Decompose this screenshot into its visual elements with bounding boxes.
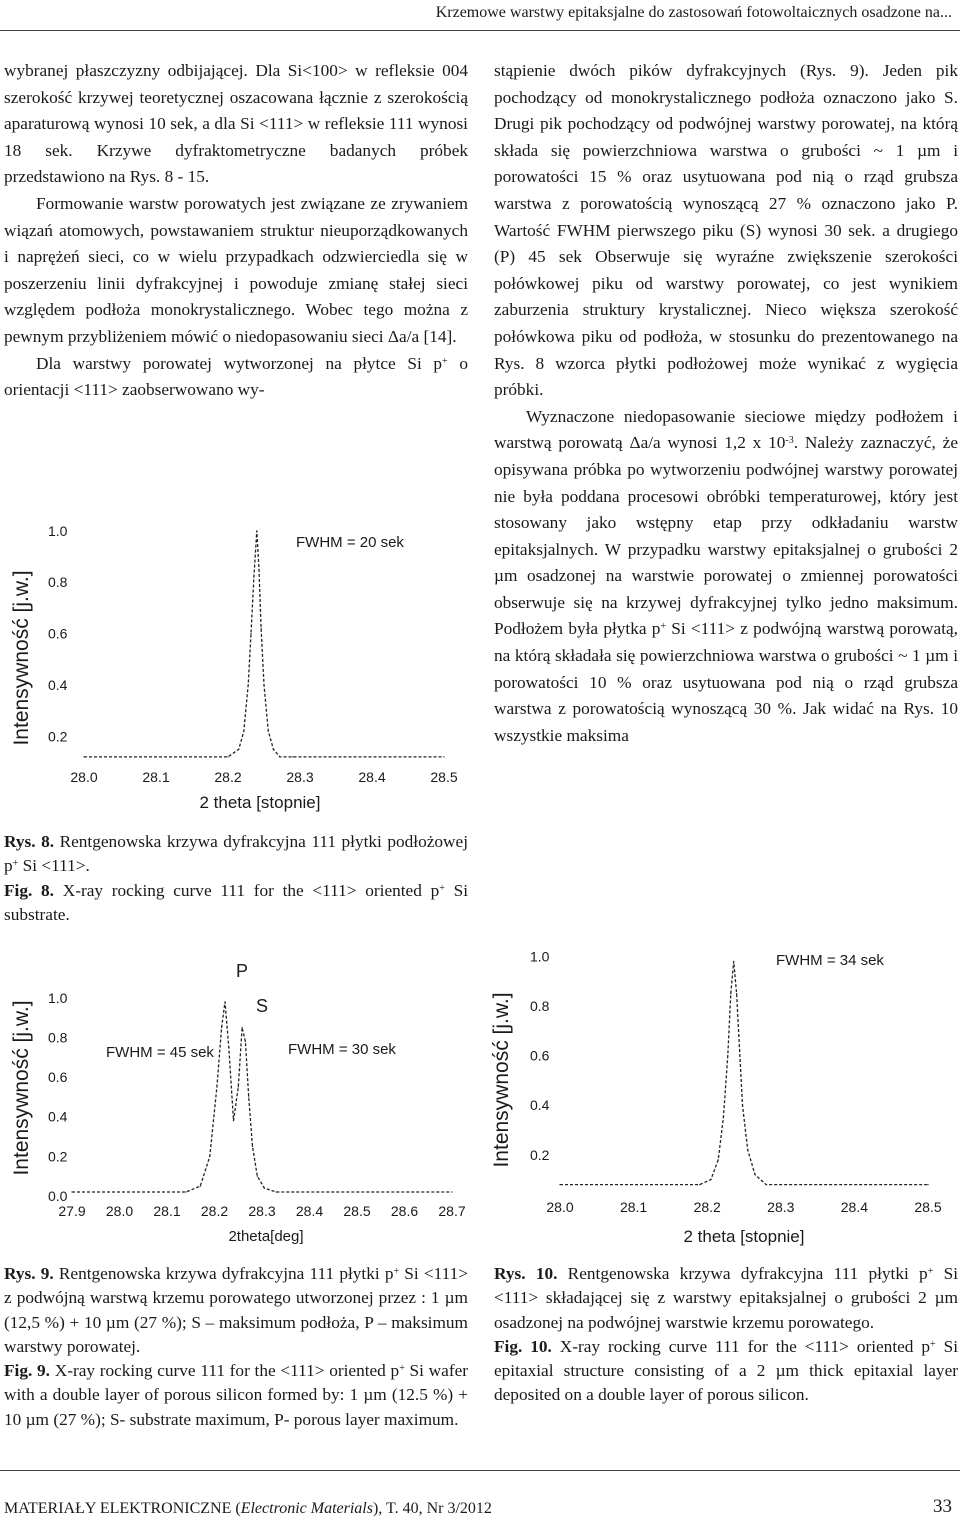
superscript: + — [442, 355, 448, 367]
caption-text: Si <111> z podwójną warstwą krzemu porowatego utworzonej przez : 1 µm (12,5 %) + 10 µm (27 %); S – maksimum podłoża, P – maksimum warstwy porowatej. — [4, 1264, 469, 1356]
caption-text: Si epitaxial structure consisting of a 2 µm thick epitaxial layer deposited on a double layer of porous silicon. — [494, 1336, 959, 1405]
y-tick-label: 0.6 — [48, 1069, 68, 1086]
data-point — [228, 1047, 229, 1048]
caption-text: Si substrate. — [4, 880, 469, 924]
x-tick-label: 28.2 — [200, 1203, 229, 1219]
x-tick-label: 28.1 — [142, 769, 170, 785]
superscript: + — [393, 1266, 400, 1277]
x-tick-label: 28.1 — [619, 1199, 648, 1215]
caption-text: X-ray rocking curve 111 for the <111> oriented p — [54, 880, 440, 900]
y-tick-label: 1.0 — [48, 989, 68, 1006]
caption-text: Si <111>. — [18, 856, 90, 876]
data-point — [730, 993, 731, 994]
data-point — [252, 1146, 253, 1147]
paragraph: stąpienie dwóch pików dyfrakcyjnych (Rys. 9). Jeden pik pochodzący od monokrystalicznego podłoża oznaczono jako S. Drugi pik pochodzący od podwójnej warstwy porowatej, na którą składa się powierzchniowa warstwa o grubości ~ 1 µm i porowatości 15 % oraz usytuowana pod nią o rząd grubsza warstwa z porowatością wynoszącą 27 % oznaczono jako P. Wartość FWHM pierwszego piku (S) wynosi 30 sek. a drugiego (P) 45 sek Obserwuje się wyraźne zwiększenie szerokości połówkowej piku od warstwy porowatej, co jest wynikiem zaburzenia struktury krystalicznej. Nieco większa szerokość połówkowa piku od podłoża, w stosunku do prezentowanego na Rys. 8 wzorca płytki podłożowej może wynikać z wygięcia próbki. — [494, 61, 958, 400]
data-point — [238, 1086, 239, 1087]
caption-label: Fig. 9. — [4, 1361, 50, 1381]
x-tick-label: 28.3 — [286, 769, 314, 785]
data-point — [559, 1184, 560, 1185]
caption-label: Rys. 9. — [4, 1264, 54, 1283]
data-point — [256, 530, 257, 531]
y-tick-label: 0.4 — [530, 1097, 550, 1114]
footer-rule — [0, 1470, 960, 1471]
peak-s-label: S — [256, 996, 269, 1016]
data-point — [451, 1191, 452, 1192]
data-point — [276, 1191, 277, 1192]
y-axis-label: Intensywność [j.w.] — [10, 570, 33, 746]
data-point — [727, 1055, 728, 1056]
text-column-right — [494, 58, 958, 749]
data-point — [733, 961, 734, 962]
data-point — [723, 1117, 724, 1118]
data-point — [292, 756, 293, 757]
page-number: 33 — [933, 1496, 952, 1517]
data-point — [83, 756, 84, 757]
caption-en — [494, 1335, 958, 1408]
journal-citation — [4, 1500, 492, 1518]
data-point — [699, 1184, 700, 1185]
caption-text: Rentgenowska krzywa dyfrakcyjna 111 płytki podłożowej p — [4, 832, 469, 876]
figure-10-chart — [480, 930, 960, 1250]
y-tick-label: 0.2 — [530, 1146, 550, 1163]
text: Dla warstwy porowatej wytworzonej na płytce Si p — [36, 353, 443, 373]
data-point — [238, 749, 239, 750]
figure-9-chart — [0, 940, 480, 1250]
data-point — [221, 1027, 222, 1028]
data-point — [253, 577, 254, 578]
x-axis-label: 2theta[deg] — [228, 1228, 304, 1245]
x-tick-label: 28.5 — [914, 1199, 942, 1215]
caption-text: X-ray rocking curve 111 for the <111> oriented p — [50, 1361, 400, 1381]
text: o orientacji <111> zaobserwowano wy- — [4, 353, 468, 400]
x-tick-label: 27.9 — [58, 1203, 86, 1219]
caption-text: Rentgenowska krzywa dyfrakcyjna 111 płytki p — [557, 1264, 928, 1283]
y-tick-label: 0.8 — [530, 998, 550, 1014]
data-point — [216, 1086, 217, 1087]
x-tick-label: 28.0 — [70, 769, 98, 785]
fwhm-annotation: FWHM = 20 sek — [296, 534, 404, 551]
data-point — [927, 1184, 928, 1185]
y-tick-label: 0.4 — [48, 676, 68, 693]
x-tick-label: 28.2 — [693, 1199, 721, 1215]
data-point — [200, 1186, 201, 1187]
caption-text: Si wafer with a double layer of porous silicon formed by: 1 µm (12.5 %) + 10 µm (27 %); S- substrate maximum, P- porous layer maximum. — [4, 1361, 468, 1429]
caption-en — [4, 879, 468, 928]
header-rule — [0, 30, 960, 31]
data-point — [185, 1191, 186, 1192]
y-tick-label: 0.2 — [48, 728, 68, 745]
y-tick-label: 0.4 — [48, 1108, 68, 1125]
superscript: + — [439, 882, 445, 894]
paragraph — [494, 404, 958, 750]
data-point — [258, 569, 259, 570]
data-point — [263, 684, 264, 685]
data-point — [754, 1174, 755, 1175]
fwhm-p-annotation: FWHM = 45 sek — [106, 1044, 214, 1061]
paragraph: Formowanie warstw porowatych jest związane ze zrywaniem wiązań atomowych, powstawaniem struktur nieuporządkowanych i naprężeń sieci, co w wielu przypadkach odzwierciedla się w poszerzeniu linii dyfrakcyjnej i powoduje zmianę stałej sieci względem podłoża monokrystalicznego. Wobec tego można z pewnym przybliżeniem mówić o niedopasowaniu sieci Δa/a [14]. — [4, 193, 468, 346]
caption-text: X-ray rocking curve 111 for the <111> oriented p — [551, 1336, 931, 1356]
data-point — [257, 1176, 258, 1177]
y-tick-label: 0.8 — [48, 1029, 68, 1046]
data-point — [264, 1188, 265, 1189]
caption-pl — [494, 1262, 958, 1335]
rocking-curve-line — [560, 961, 928, 1184]
data-point — [739, 1050, 740, 1051]
data-point — [209, 1156, 210, 1157]
paragraph — [4, 351, 468, 404]
data-point — [243, 731, 244, 732]
figure-8-chart — [0, 500, 480, 820]
caption-label: Fig. 8. — [4, 880, 54, 900]
data-point — [248, 684, 249, 685]
x-tick-label: 28.3 — [767, 1199, 795, 1215]
caption-label: Rys. 10. — [494, 1264, 558, 1283]
text: Si <111> z podwójną warstwą porowatą, na którą składała się powierzchniowa warstwa o grubości ~ 1 µm i porowatości 10 % oraz usytuowana pod nią o rząd grubsza warstwa z porowatością wynoszącą 30 %. Jak widać na Rys. 10 wszystkie maksima — [494, 619, 958, 745]
superscript: -3 — [785, 435, 794, 447]
x-tick-label: 28.0 — [546, 1199, 574, 1215]
data-point — [248, 1096, 249, 1097]
fwhm-annotation: FWHM = 34 sek — [776, 952, 884, 969]
data-point — [224, 1001, 225, 1002]
x-axis-label: 2 theta [stopnie] — [683, 1227, 805, 1246]
data-point — [268, 731, 269, 732]
text: Wyznaczone niedopasowanie sieciowe między podłożem i warstwą porowatą Δa/a wynosi 1,2 x 10 — [494, 406, 958, 453]
data-point — [242, 1027, 243, 1028]
data-point — [261, 628, 262, 629]
rocking-curve-line — [84, 531, 444, 757]
fwhm-s-annotation: FWHM = 30 sek — [288, 1041, 396, 1058]
caption-text: Rentgenowska krzywa dyfrakcyjna 111 płytki p — [53, 1264, 394, 1283]
x-tick-label: 28.4 — [358, 769, 386, 785]
superscript: + — [399, 1363, 405, 1375]
data-point — [718, 1159, 719, 1160]
text-column-left — [4, 58, 468, 404]
x-tick-label: 28.2 — [214, 769, 242, 785]
superscript: + — [660, 621, 667, 633]
rocking-curve-line — [72, 1002, 452, 1192]
y-axis-label: Intensywność [j.w.] — [490, 992, 513, 1168]
x-tick-label: 28.1 — [153, 1203, 181, 1219]
data-point — [245, 1041, 246, 1042]
x-tick-label: 28.0 — [105, 1203, 134, 1219]
journal-name-english: Electronic Materials — [240, 1500, 373, 1517]
superscript: + — [12, 858, 19, 870]
y-tick-label: 0.6 — [48, 625, 68, 642]
figure-8-caption — [4, 830, 468, 927]
figure-9-caption — [4, 1262, 468, 1432]
data-point — [710, 1179, 711, 1180]
paragraph: wybranej płaszczyzny odbijającej. Dla Si<100> w refleksie 004 szerokość krzywej teoretycznej oszacowana łącznie z szerokością aparaturową wynosi 10 sek, a dla Si <111> w refleksie 111 wynosi 18 sek. Krzywe dyfraktometryczne badanych próbek przedstawiono na Rys. 8 - 15. — [4, 61, 468, 187]
caption-label: Rys. 8. — [4, 832, 55, 851]
caption-pl — [4, 1262, 468, 1359]
caption-pl — [4, 830, 468, 879]
data-point — [273, 749, 274, 750]
superscript: + — [927, 1266, 934, 1277]
x-tick-label: 28.5 — [343, 1203, 371, 1219]
text: . Należy zaznaczyć, że opisywana próbka po wytworzeniu podwójnej warstwy porowatej nie była poddana procesowi obróbki temperaturowej, który jest stosowany jako wstępny etap przy odkładaniu warstw epitaksjalnych. W przypadku warstwy epitaksjalnej o grubości 2 µm osadzonej na warstwie porowatej o zmiennej porowatości obserwuje się na krzywej dyfrakcyjnej tylko jedno maksimum. Podłożem była płytka p — [494, 433, 958, 639]
x-tick-label: 28.7 — [438, 1203, 466, 1219]
caption-label: Fig. 10. — [494, 1336, 552, 1356]
caption-text: Si <111> składającej się z warstwy epitaksjalnej o grubości 2 µm osadzonej na podwójnej warstwie krzemu porowatego. — [494, 1264, 959, 1332]
data-point — [443, 756, 444, 757]
data-point — [233, 1120, 234, 1121]
y-tick-label: 0.6 — [530, 1047, 550, 1064]
data-point — [227, 756, 228, 757]
y-tick-label: 1.0 — [48, 522, 68, 539]
x-tick-label: 28.6 — [390, 1203, 419, 1219]
data-point — [766, 1184, 767, 1185]
x-tick-label: 28.3 — [248, 1203, 276, 1219]
y-axis-label: Intensywność [j.w.] — [10, 1000, 33, 1176]
y-tick-label: 0.0 — [48, 1188, 68, 1204]
y-tick-label: 1.0 — [530, 948, 550, 965]
y-tick-label: 0.2 — [48, 1148, 68, 1165]
data-point — [736, 993, 737, 994]
x-axis-label: 2 theta [stopnie] — [199, 793, 321, 812]
journal-volume: ), T. 40, Nr 3/2012 — [372, 1500, 492, 1517]
data-point — [742, 1105, 743, 1106]
caption-en — [4, 1359, 468, 1432]
x-tick-label: 28.5 — [430, 769, 458, 785]
y-tick-label: 0.8 — [48, 574, 68, 591]
data-point — [279, 756, 280, 757]
x-tick-label: 28.4 — [295, 1203, 324, 1219]
data-point — [71, 1191, 72, 1192]
data-point — [747, 1149, 748, 1150]
peak-p-label: P — [236, 961, 249, 981]
figure-10-caption — [494, 1262, 958, 1408]
data-point — [250, 633, 251, 634]
superscript: + — [930, 1338, 936, 1350]
journal-name: MATERIAŁY ELEKTRONICZNE ( — [4, 1500, 241, 1517]
x-tick-label: 28.4 — [840, 1199, 869, 1215]
running-title: Krzemowe warstwy epitaksjalne do zastosowań fotowoltaicznych osadzone na... — [435, 4, 952, 21]
